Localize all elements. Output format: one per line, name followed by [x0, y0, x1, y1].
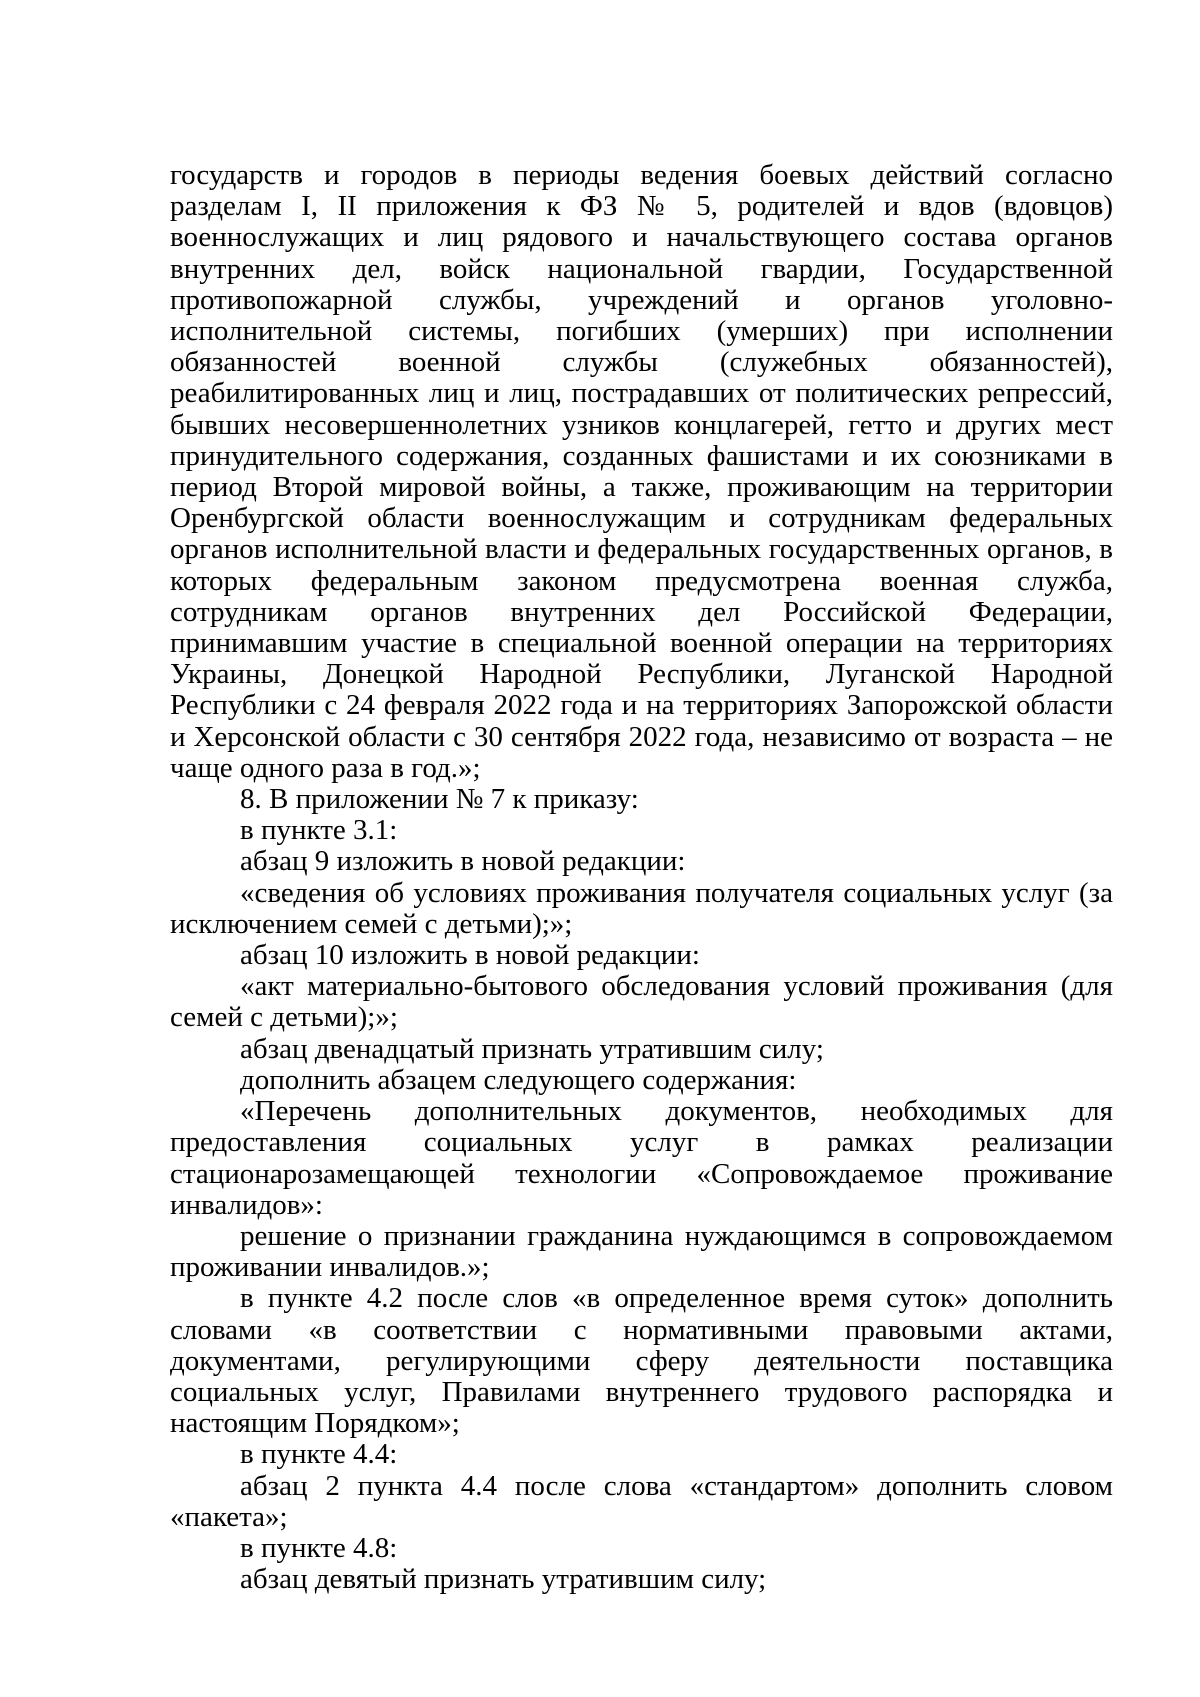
paragraph-perechen: «Перечень дополнительных документов, необходимых для предоставления социальных услуг в рамках реализации стационарозамещающей технологии «Сопровождаемое проживание инвалидов»:: [170, 1095, 1113, 1221]
paragraph-point-4-4: в пункте 4.4:: [240, 1438, 398, 1471]
paragraph-continuation: государств и городов в периоды ведения боевых действий согласно разделам I, II приложения к ФЗ № 5, родителей и вдов (вдовцов) военнослужащих и лиц рядового и начальствующего состава органов внутренних дел, войск национальной гвардии, Государственной противопожарной службы, учреждений и органов уголовно-исполнительной системы, погибших (умерших) при исполнении обязанностей военной службы (служебных обязанностей), реабилитированных лиц и лиц, пострадавших от политических репрессий, бывших несовершеннолетних узников концлагерей, гетто и других мест принудительного содержания, созданных фашистами и их союзниками в период Второй мировой войны, а также, проживающим на территории Оренбургской области военнослужащим и сотрудникам федеральных органов исполнительной власти и федеральных государственных органов, в которых федеральным законом предусмотрена военная служба, сотрудникам органов внутренних дел Российской Федерации, принимавшим участие в специальной военной операции на территориях Украины, Донецкой Народной Республики, Луганской Народной Республики с 24 февраля 2022 года и на территориях Запорожской области и Херсонской области с 30 сентября 2022 года, независимо от возраста – не чаще одного раза в год.»;: [170, 159, 1113, 784]
paragraph-point-4-2: в пункте 4.2 после слов «в определенное время суток» дополнить словами «в соответствии с нормативными правовыми актами, документами, регулирующими сферу деятельности поставщика социальных услуг, Правилами внутреннего трудового распорядка и настоящим Порядком»;: [170, 1282, 1113, 1440]
document-page: [170, 160, 1113, 1595]
paragraph-abzac-9th: абзац девятый признать утратившим силу;: [240, 1563, 767, 1596]
paragraph-abzac-10: абзац 10 изложить в новой редакции:: [240, 939, 700, 972]
paragraph-quote-akt: «акт материально-бытового обследования условий проживания (для семей с детьми);»;: [170, 970, 1113, 1034]
paragraph-point-4-8: в пункте 4.8:: [240, 1531, 398, 1564]
paragraph-quote-svedeniya: «сведения об условиях проживания получателя социальных услуг (за исключением семей с детьми);»;: [170, 876, 1113, 940]
paragraph-dopolnit: дополнить абзацем следующего содержания:: [240, 1063, 797, 1096]
paragraph-item-8: 8. В приложении № 7 к приказу:: [240, 783, 639, 816]
paragraph-point-3-1: в пункте 3.1:: [240, 814, 398, 847]
paragraph-abzac-9: абзац 9 изложить в новой редакции:: [240, 845, 686, 878]
paragraph-reshenie: решение о признании гражданина нуждающимся в сопровождаемом проживании инвалидов.»;: [170, 1219, 1113, 1284]
paragraph-abzac-2: абзац 2 пункта 4.4 после слова «стандартом» дополнить словом «пакета»;: [170, 1469, 1113, 1533]
paragraph-abzac-12: абзац двенадцатый признать утратившим силу;: [240, 1032, 824, 1065]
